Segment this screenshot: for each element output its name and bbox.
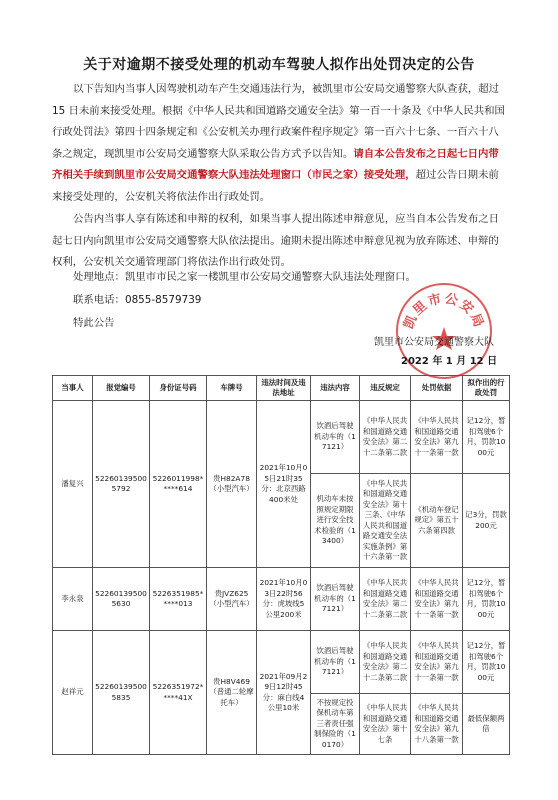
cell-basis: 《中华人民共和国道路交通安全法》第九十八条第一款 (411, 694, 463, 755)
cell-basis: 《中华人民共和国道路交通安全法》第九十一条第一款 (411, 631, 463, 694)
cell-basis: 《机动车登记规定》第五十六条第四款 (411, 474, 463, 568)
cell-content: 饮酒后驾驶机动车的（17121） (311, 401, 360, 474)
cell-rule: 《中华人民共和国道路交通安全法》第十三条、《中华人民共和国道路交通安全法实施条例》第十六条第一款 (360, 474, 411, 568)
header-party: 当事人 (53, 376, 93, 401)
cell-plate: 贵JVZ625（小型汽车） (207, 568, 257, 631)
paragraph-1-tail: 超过公告日期未前来接受处理的，公安机关将依法作出行政处罚。 (52, 169, 499, 203)
cell-time: 2021年10月03日22时56分：虎坡线5公里200米 (257, 568, 311, 631)
header-content: 违法内容 (311, 376, 360, 401)
signing-date: 2022 年 1 月 12 日 (401, 356, 498, 367)
paragraph-2: 公告内当事人享有陈述和申辩的权利，如果当事人提出陈述申辩意见，应当自本公告发布之日起七日内向凯里市公安局交通警察大队依法提出。逾期未提出陈述申辩意见视为放弃陈述、申辩的权利，公安机关交通管理部门将依法作出行政处罚。 (52, 213, 500, 268)
cell-rule: 《中华人民共和国道路交通安全法》第二十二条第二款 (360, 568, 411, 631)
violation-table (52, 375, 510, 755)
header-time: 违法时间及违法地址 (257, 376, 311, 401)
cell-party: 潘复兴 (53, 401, 93, 568)
paragraph-1 (52, 79, 508, 208)
header-rule: 违反规定 (360, 376, 411, 401)
cell-id: 5226011998*****614 (150, 401, 207, 568)
cell-party: 李永泉 (53, 568, 93, 631)
header-number: 报觉编号 (93, 376, 150, 401)
paragraph-1-text: 以下告知内当事人因驾驶机动车产生交通违法行为，被凯里市公安局交通警察大队查获，超过 15 日未前来接受处理。根据《中华人民共和国道路交通安全法》第一百一十条及《中华人民共和国行政处罚法》第四十四条规定和《公安机关办理行政案件程序规定》第一百六十七条、一百六十八条之规定，现凯里市公安局交通警察大队采取公告方式予以告知。 (52, 83, 505, 160)
cell-penalty: 记3分，罚款200元 (463, 474, 510, 568)
cell-content: 饮酒后驾驶机动车的（17121） (311, 568, 360, 631)
cell-number: 522601395005792 (93, 401, 150, 568)
cell-rule: 《中华人民共和国道路交通安全法》第十七条 (360, 694, 411, 755)
notice-title: 关于对逾期不接受处理的机动车驾驶人拟作出处罚决定的公告 (83, 57, 475, 73)
cell-basis: 《中华人民共和国道路交通安全法》第九十一条第一款 (411, 401, 463, 474)
table-row (53, 631, 510, 694)
cell-penalty: 最低保额两倍 (463, 694, 510, 755)
cell-penalty: 记12分，暂扣驾驶6个月，罚款1000元 (463, 568, 510, 631)
header-penalty: 拟作出的行政处罚 (463, 376, 510, 401)
cell-content: 不按规定投保机动车第三者责任强制保险的（10170） (311, 694, 360, 755)
cell-number: 522601395005835 (93, 631, 150, 755)
cell-plate: 贵H82A78（小型汽车） (207, 401, 257, 568)
header-plate: 车牌号 (207, 376, 257, 401)
table-header-row (53, 376, 510, 401)
cell-id: 5226351985*****013 (150, 568, 207, 631)
svg-text:凯里市公安局 (401, 290, 487, 331)
table-row (53, 568, 510, 631)
signer-name: 凯里市公安局交通警察大队 (374, 337, 494, 348)
cell-penalty: 记12分，暂扣驾驶6个月，罚款1000元 (463, 401, 510, 474)
header-id: 身份证号码 (150, 376, 207, 401)
seal-text: 凯里市公安局 (401, 291, 487, 332)
cell-party: 赵祥元 (53, 631, 93, 755)
cell-time: 2021年09月29日12时45分：麻白线4公里10米 (257, 631, 311, 755)
cell-basis: 《中华人民共和国道路交通安全法》第九十一条第一款 (411, 568, 463, 631)
cell-id: 5226351972*****41X (150, 631, 207, 755)
phone-line: 联系电话：0855-8579739 (73, 294, 202, 306)
paragraph-1-red-text: 请自本公告发布之日起七日内带齐相关手续到凯里市公安局交通警察大队违法处理窗口（市民之家）接受处理， (52, 147, 499, 181)
cell-time: 2021年10月05日21时35分：北京西路400米处 (257, 401, 311, 568)
address-line: 处理地点：凯里市市民之家一楼凯里市公安局交通警察大队违法处理窗口。 (73, 271, 416, 283)
cell-rule: 《中华人民共和国道路交通安全法》第二十二条第二款 (360, 631, 411, 694)
cell-content: 机动车未按照规定期限进行安全技术检验的（13400） (311, 474, 360, 568)
cell-content: 饮酒后驾驶机动车的（17121） (311, 631, 360, 694)
cell-number: 522601395005630 (93, 568, 150, 631)
cell-plate: 贵H8V469（普通二轮摩托车） (207, 631, 257, 755)
cell-penalty: 记12分，暂扣驾驶6个月，罚款1000元 (463, 631, 510, 694)
table-row (53, 401, 510, 474)
header-basis: 处罚依据 (411, 376, 463, 401)
closing-line: 特此公告 (73, 317, 115, 329)
cell-rule: 《中华人民共和国道路交通安全法》第二十二条第二款 (360, 401, 411, 474)
